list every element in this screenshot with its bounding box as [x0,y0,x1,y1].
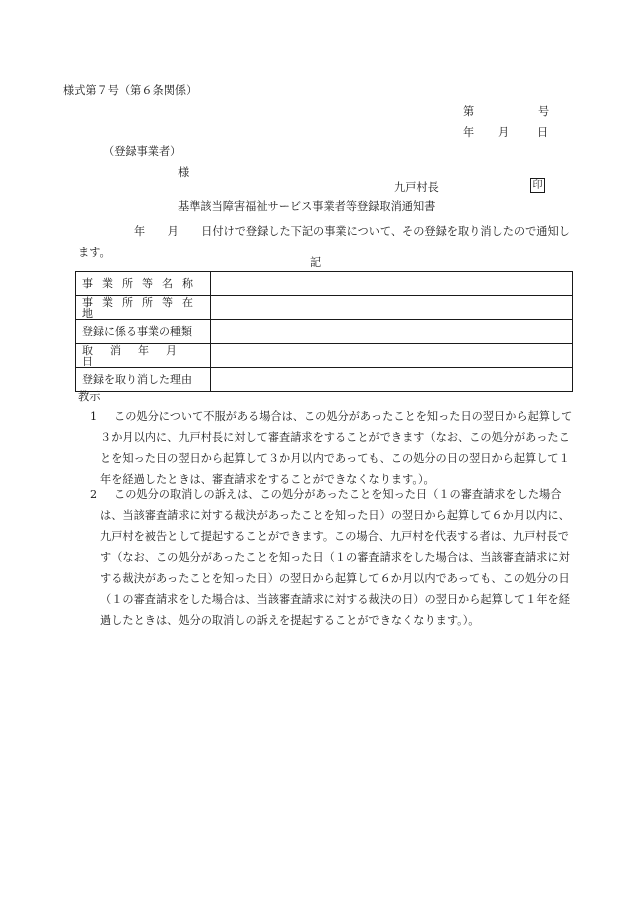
row-value [211,344,573,368]
date-year: 年 [463,126,475,139]
table-row [76,320,573,344]
row-label: 登録に係る事業の種類 [76,320,211,344]
notice-item [78,484,578,631]
row-label: 取消年月日 [76,344,211,368]
date-day: 日 [537,126,549,139]
notice-text: この処分の取消しの訴えは、この処分があったことを知った日（１の審査請求をした場合は、当該審査請求に対する裁決があったことを知った日）の翌日から起算して６か月以内に、九戸村を被告として提起することができます。この場合、九戸村を代表する者は、九戸村長です（なお、この処分があったことを知った日（１の審査請求をした場合は、当該審査請求に対する裁決があったことを知った日）の翌日から起算して６か月以内であっても、この処分の日（１の審査請求をした場合は、当該審査請求に対する裁決の日）の翌日から起算して１年を経過したときは、処分の取消しの訴えを提起することができなくなります。）。 [100,488,570,627]
notice-text: この処分について不服がある場合は、この処分があったことを知った日の翌日から起算して３か月以内に、九戸村長に対して審査請求をすることができます（なお、この処分があったことを知った日の翌日から起算して３か月以内であっても、この処分の日の翌日から起算して１年を経過したときは、審査請求をすることができなくなります。）。 [100,410,573,486]
table-row [76,272,573,296]
notice-number: 1 [90,410,98,423]
row-value [211,296,573,320]
notice-item [78,406,578,490]
issuer-name: 九戸村長 [394,181,439,194]
row-value [211,320,573,344]
addressee-honorific: 様 [178,166,190,179]
kyoji-heading: 教示 [78,390,101,403]
form-label: 様式第７号（第６条関係） [63,84,198,97]
row-label: 事業所等名称 [76,272,211,296]
document-title: 基準該当障害福祉サービス事業者等登録取消通知書 [178,200,436,213]
body-paragraph: 年 月 日付けで登録した下記の事業について、その登録を取り消したので通知します。 [78,225,570,259]
date-month: 月 [498,126,510,139]
table-row [76,368,573,392]
row-label: 登録を取り消した理由 [76,368,211,392]
seal-stamp: 印 [530,178,545,193]
addressee-registrant: （登録事業者） [103,145,182,158]
table-row [76,296,573,320]
number-prefix: 第 [463,105,475,118]
notice-number: 2 [90,488,98,501]
row-value [211,368,573,392]
ki-heading: 記 [310,256,322,269]
row-label: 事業所所等在地 [76,296,211,320]
row-value [211,272,573,296]
number-suffix: 号 [538,105,550,118]
table-row [76,344,573,368]
details-table [75,271,573,392]
